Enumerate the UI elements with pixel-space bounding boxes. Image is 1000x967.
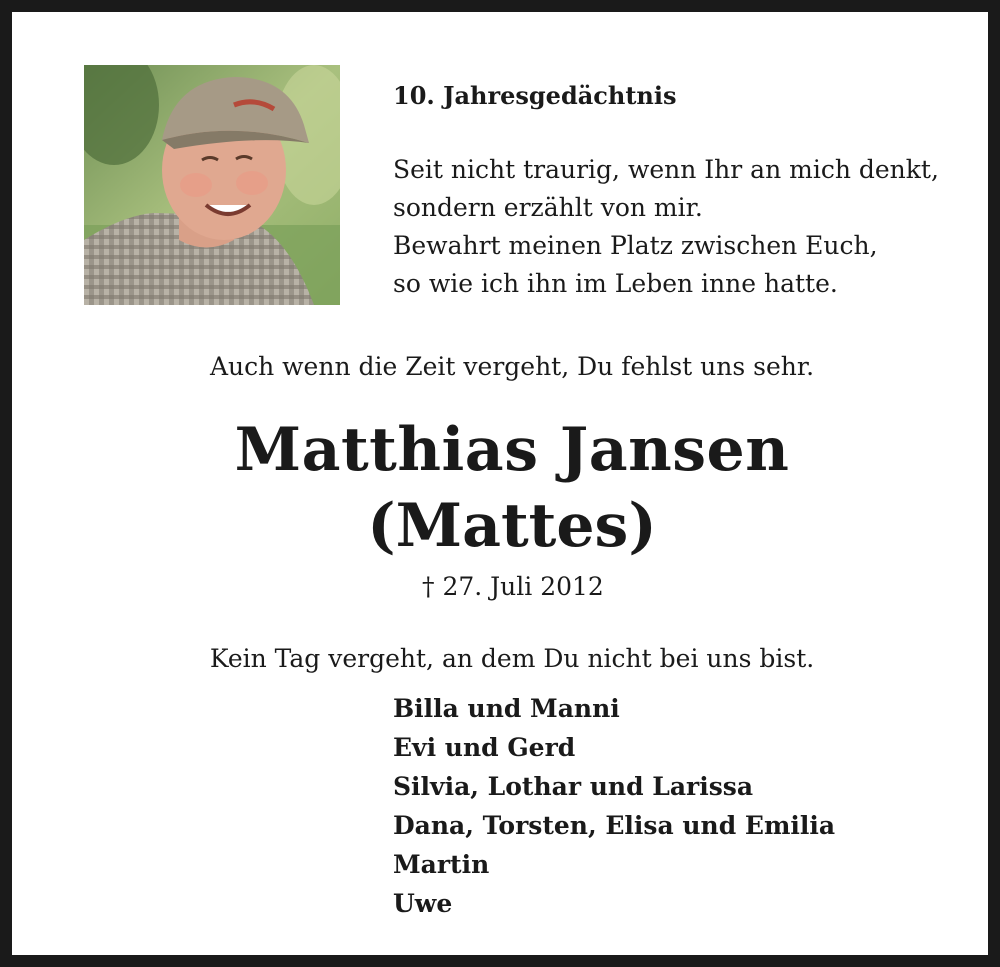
mourner-entry: Billa und Manni xyxy=(393,694,620,723)
remembrance-line: Auch wenn die Zeit vergeht, Du fehlst uns sehr. xyxy=(209,352,815,381)
death-date: † 27. Juli 2012 xyxy=(422,572,604,601)
deceased-name: Matthias Jansen xyxy=(234,415,790,485)
anniversary-heading: 10. Jahresgedächtnis xyxy=(393,81,677,110)
closing-line: Kein Tag vergeht, an dem Du nicht bei uns bist. xyxy=(209,644,815,673)
poem-line: so wie ich ihn im Leben inne hatte. xyxy=(393,269,838,298)
mourner-entry: Silvia, Lothar und Larissa xyxy=(393,772,754,801)
mourner-entry: Dana, Torsten, Elisa und Emilia xyxy=(393,811,836,840)
mourners-list xyxy=(393,689,835,923)
poem-line: sondern erzählt von mir. xyxy=(393,193,703,222)
mourner-entry: Uwe xyxy=(393,889,453,918)
poem-line: Seit nicht traurig, wenn Ihr an mich denkt, xyxy=(393,155,939,184)
poem-block xyxy=(393,151,939,303)
poem-line: Bewahrt meinen Platz zwischen Euch, xyxy=(393,231,878,260)
portrait-illustration xyxy=(84,65,340,305)
portrait-photo xyxy=(84,65,340,305)
deceased-nickname: (Mattes) xyxy=(367,491,657,561)
mourner-entry: Martin xyxy=(393,850,490,879)
mourner-entry: Evi und Gerd xyxy=(393,733,576,762)
